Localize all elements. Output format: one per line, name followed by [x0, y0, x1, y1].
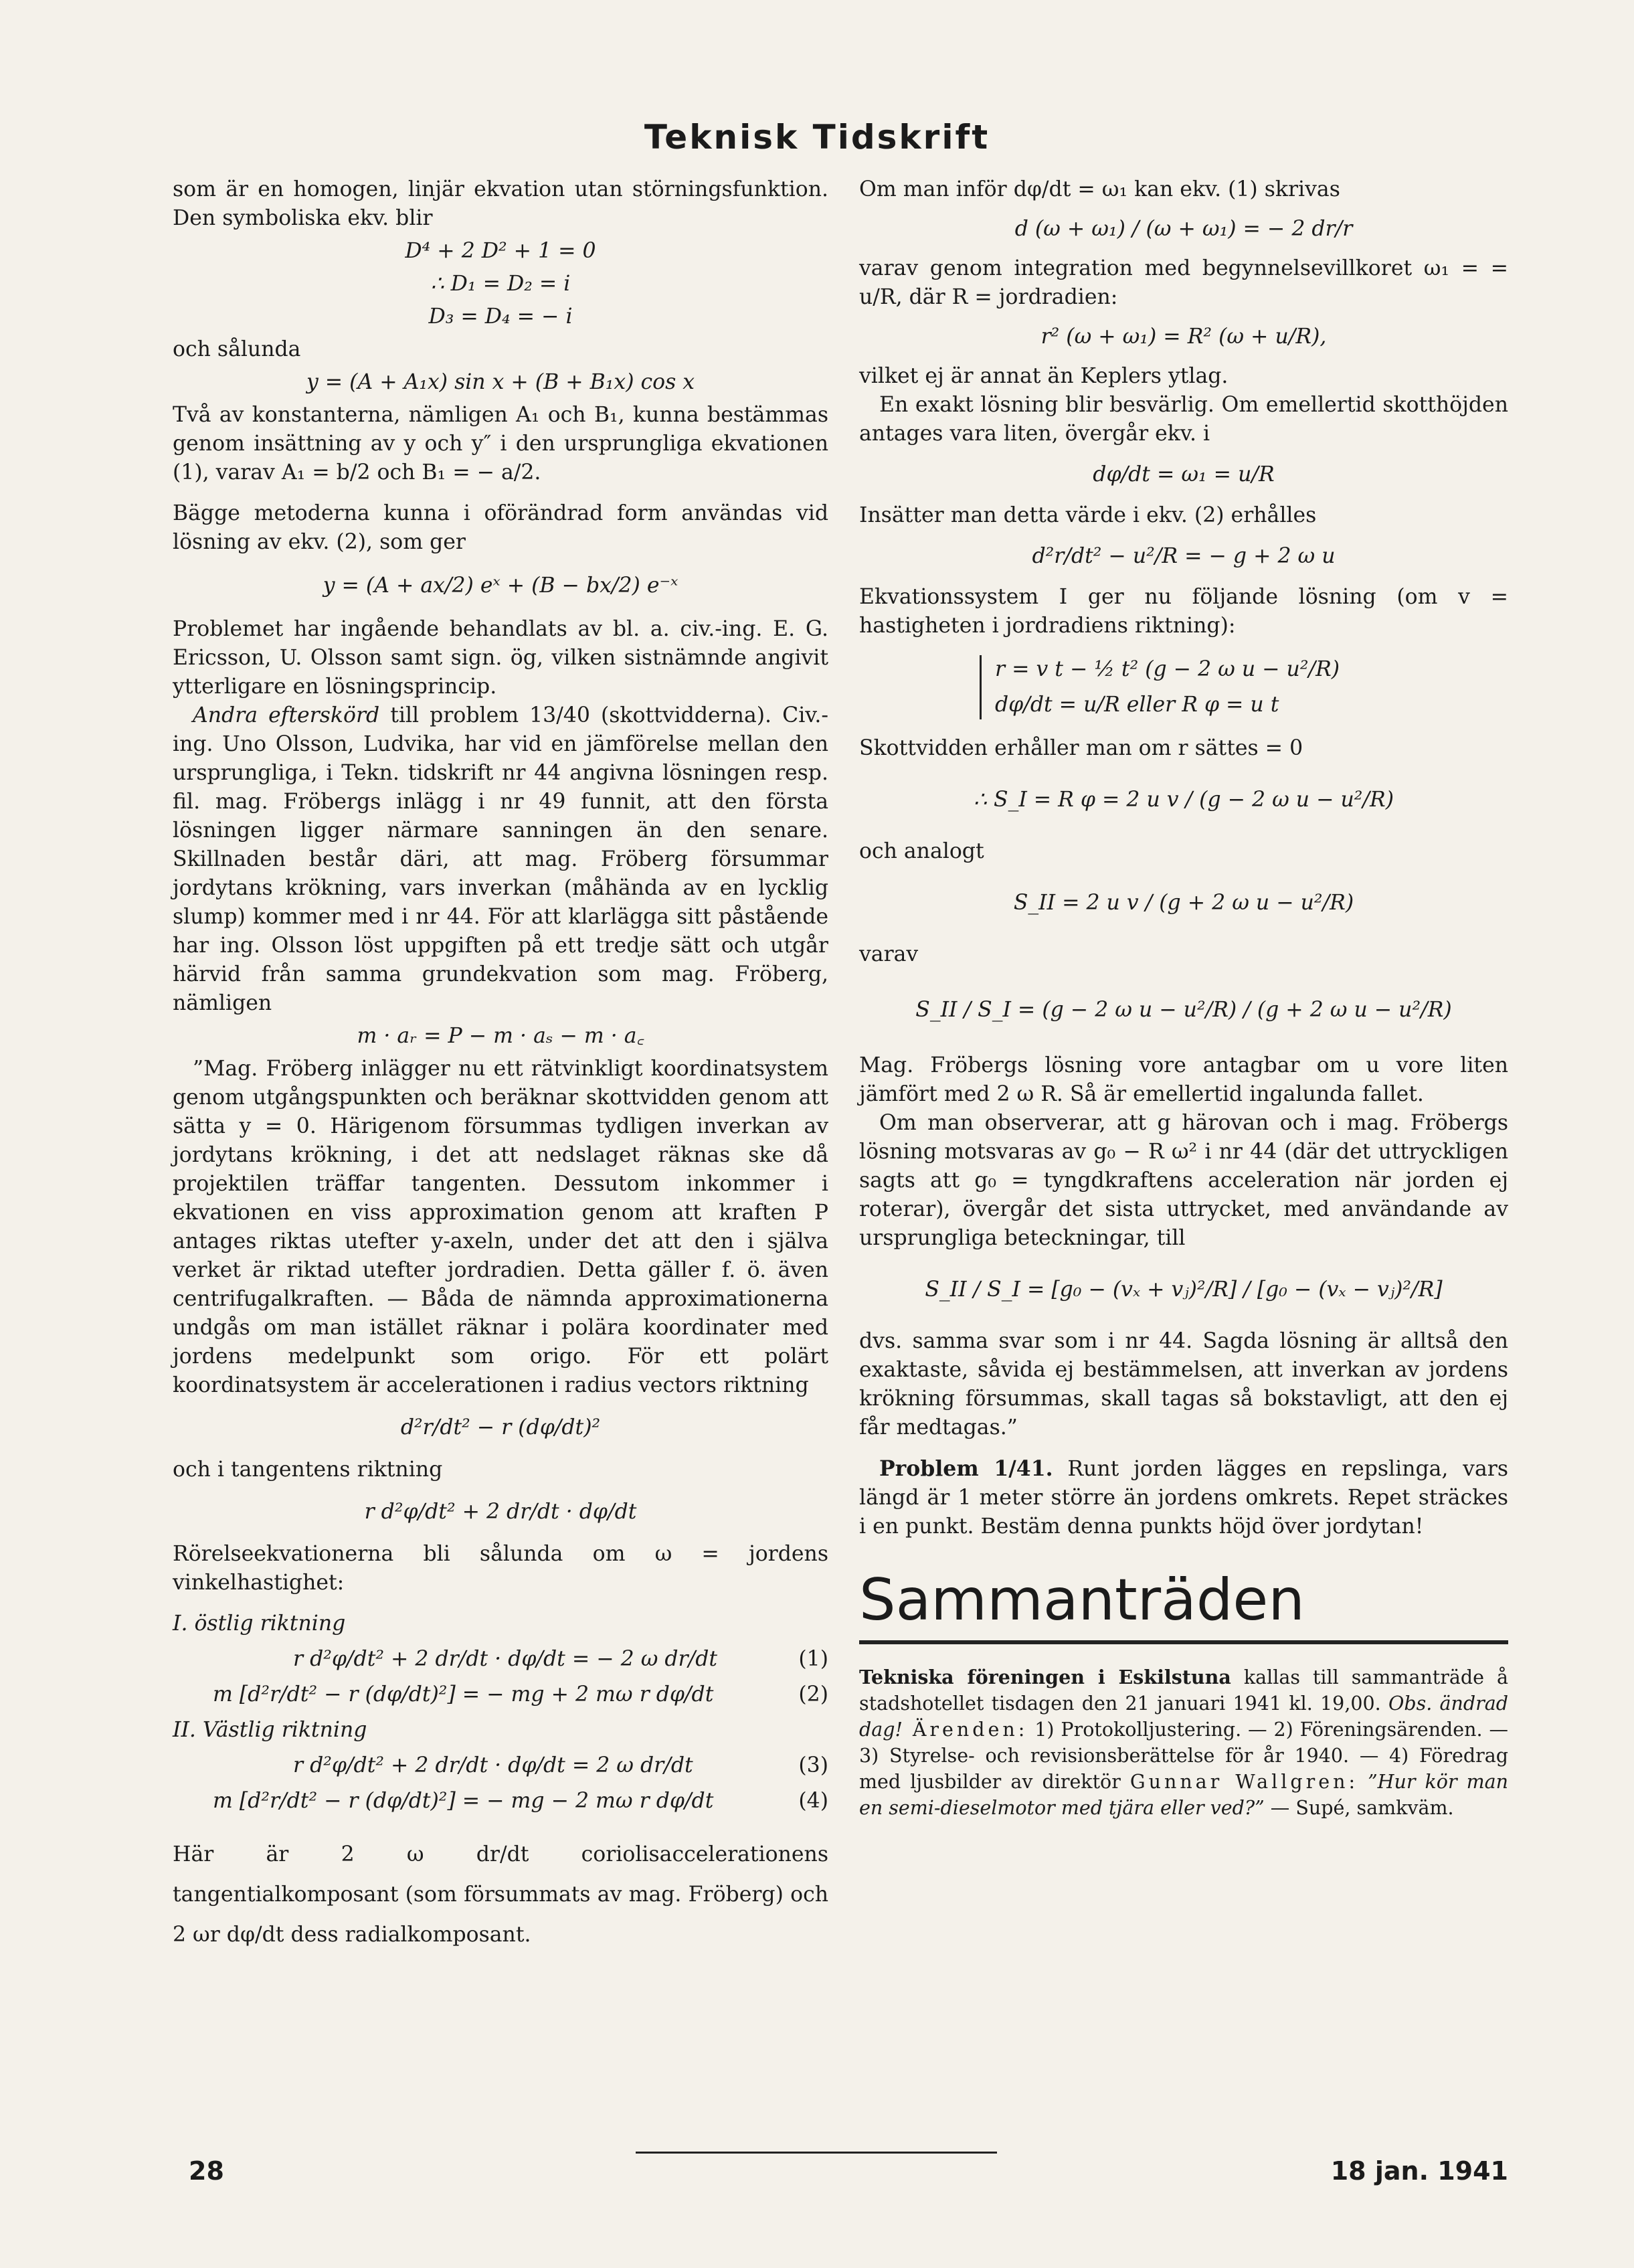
paragraph: Insätter man detta värde i ekv. (2) erhålles: [859, 503, 1317, 527]
paragraph: Skottvidden erhåller man om r sättes = 0: [859, 736, 1303, 760]
equation: r = v t − ½ t² (g − 2 ω u − u²/R): [995, 657, 1340, 681]
paragraph-lead: Andra efterskörd: [193, 703, 380, 727]
equation: d²r/dt² − r (dφ/dt)²: [400, 1415, 601, 1440]
paragraph: Bägge metoderna kunna i oförändrad form användas vid lösning av ekv. (2), som ger: [173, 501, 828, 554]
issue-date: 18 jan. 1941: [1330, 2156, 1508, 2186]
equation: dφ/dt = ω₁ = u/R: [1093, 462, 1275, 487]
equation: D⁴ + 2 D² + 1 = 0: [405, 239, 596, 263]
paragraph: som är en homogen, linjär ekvation utan störningsfunktion. Den symboliska ekv. blir: [173, 177, 828, 230]
equation: S_II / S_I = (g − 2 ω u − u²/R) / (g + 2 ω u − u²/R): [915, 998, 1452, 1022]
paragraph: Problemet har ingående behandlats av bl. a. civ.-ing. E. G. Ericsson, U. Olsson samt sign. ög, vilken sistnämnde angivit ytterligare en lösningsprincip.: [173, 617, 828, 699]
problem-label: Problem 1/41.: [879, 1456, 1053, 1481]
footer-rule: [636, 2152, 997, 2154]
equation: m · aᵣ = P − m · aₛ − m · a꜀: [357, 1024, 644, 1048]
equation: S_II = 2 u v / (g + 2 ω u − u²/R): [1013, 891, 1354, 915]
paragraph: Rörelseekvationerna bli sålunda om ω = jordens vinkelhastighet:: [173, 1542, 828, 1595]
paragraph: En exakt lösning blir besvärlig. Om emellertid skotthöjden antages vara liten, övergår ekv. i: [859, 393, 1508, 446]
numbered-equation: m [d²r/dt² − r (dφ/dt)²] = − mg − 2 mω r dφ/dt (4): [213, 1789, 828, 1813]
paragraph: Här är 2 ω dr/dt coriolisaccelerationens tangentialkomposant (som försummats av mag. Fröberg) och 2 ωr dφ/dt dess radialkomposant.: [173, 1842, 828, 1947]
right-column: [859, 175, 1508, 1821]
paragraph: Mag. Fröbergs lösning vore antagbar om u vore liten jämfört med 2 ω R. Så är emellertid ingalunda fallet.: [859, 1053, 1508, 1106]
journal-header: Teknisk Tidskrift: [644, 118, 990, 157]
subheading: II. Västlig riktning: [173, 1718, 367, 1742]
paragraph: Om man inför dφ/dt = ω₁ kan ekv. (1) skrivas: [859, 177, 1340, 201]
paragraph: Två av konstanterna, nämligen A₁ och B₁, kunna bestämmas genom insättning av y och y″ i den ursprungliga ekvationen (1), varav A₁ = b/2 och B₁ = − a/2.: [173, 403, 828, 485]
paragraph: Ekvationssystem I ger nu följande lösning (om v = hastigheten i jordradiens riktning):: [859, 585, 1508, 638]
numbered-equation: r d²φ/dt² + 2 dr/dt · dφ/dt = 2 ω dr/dt (3): [293, 1753, 828, 1777]
paragraph: och i tangentens riktning: [173, 1458, 443, 1482]
paragraph: Andra efterskörd till problem 13/40 (skottvidderna). Civ.-ing. Uno Olsson, Ludvika, har vid en jämförelse mellan den ursprungliga, i Tekn. tidskrift nr 44 angivna lösningen resp. fil. mag. Fröbergs inlägg i nr 49 funnit, att den första lösningen ligger närmare sanningen än den senare. Skillnaden består däri, att mag. Fröberg försummar jordytans krökning, vars inverkan (måhända av en lycklig slump) kommer med i nr 44. För att klarlägga sitt påstående har ing. Olsson löst uppgiften på ett tredje sätt och utgår härvid från samma grundekvation som mag. Fröberg, nämligen: [173, 703, 828, 1015]
equation: y = (A + ax/2) eˣ + (B − bx/2) e⁻ˣ: [323, 574, 678, 598]
talk-title: ”Hur kör man en semi-dieselmotor med tjära eller ved?”: [859, 1771, 1508, 1819]
equation: d (ω + ω₁) / (ω + ω₁) = − 2 dr/r: [1014, 217, 1353, 241]
paragraph: varav: [859, 942, 919, 966]
equation: r² (ω + ω₁) = R² (ω + u/R),: [1040, 325, 1327, 349]
equation: d²r/dt² − u²/R = − g + 2 ω u: [1032, 544, 1336, 568]
equation: D₃ = D₄ = − i: [428, 304, 573, 329]
paragraph: ”Mag. Fröberg inlägger nu ett rätvinkligt koordinatsystem genom utgångspunkten och beräknar skottvidden genom att sätta y = 0. Härigenom försummas tydligen inverkan av jordytans krökning, i det att nedslaget räknas ske då projektilen träffar tangenten. Dessutom inkommer i ekvationen en viss approximation genom att kraften P antages riktas utefter y-axeln, under det att den i själva verket är riktad utefter jordradien. Detta gäller f. ö. även centrifugalkraften. — Båda de nämnda approximationerna undgås om man istället räknar i polära koordinater med jordens medelpunkt som origo. För ett polärt koordinatsystem är accelerationen i radius vectors riktning: [173, 1057, 828, 1397]
meeting-notice: Tekniska föreningen i Eskilstuna kallas till sammanträde å stadshotellet tisdagen den 21 januari 1941 kl. 19,00. Obs. ändrad dag! Ärenden: 1) Protokolljustering. — 2) Föreningsärenden. — 3) Styrelse- och revisionsberättelse för år 1940. — 4) Föredrag med ljusbilder av direktör Gunnar Wallgren: ”Hur kör man en semi-dieselmotor med tjära eller ved?” — Supé, samkväm.: [859, 1666, 1508, 1819]
equation: ∴ S_I = R φ = 2 u v / (g − 2 ω u − u²/R): [973, 788, 1394, 812]
subheading: I. östlig riktning: [173, 1611, 346, 1636]
paragraph: Om man observerar, att g härovan och i mag. Fröbergs lösning motsvaras av g₀ − R ω² i nr 44 (där det uttryckligen sagts att g₀ = tyngdkraftens acceleration när jorden ej roterar), övergår det sista uttrycket, med användande av ursprungliga beteckningar, till: [859, 1111, 1508, 1250]
paragraph: och sålunda: [173, 337, 301, 361]
paragraph: vilket ej är annat än Keplers ytlag.: [859, 364, 1229, 388]
paragraph: och analogt: [859, 839, 984, 863]
numbered-equation: m [d²r/dt² − r (dφ/dt)²] = − mg + 2 mω r dφ/dt (2): [213, 1682, 828, 1707]
paragraph: varav genom integration med begynnelsevillkoret ω₁ = = u/R, där R = jordradien:: [859, 256, 1508, 309]
section-rule: [859, 1640, 1508, 1644]
equation-system: [980, 655, 1508, 719]
equation: S_II / S_I = [g₀ − (vₓ + vⱼ)²/R] / [g₀ − (vₓ − vⱼ)²/R]: [925, 1278, 1443, 1302]
society-name: Tekniska föreningen i Eskilstuna: [859, 1666, 1231, 1688]
problem-paragraph: Problem 1/41. Runt jorden lägges en repslinga, vars längd är 1 meter större än jordens omkrets. Repet sträckes i en punkt. Bestäm denna punkts höjd över jordytan!: [859, 1456, 1508, 1539]
speaker-name: Gunnar Wallgren:: [1129, 1771, 1359, 1793]
paragraph: dvs. samma svar som i nr 44. Sagda lösning är alltså den exaktaste, såvida ej bestämmelsen, att inverkan av jordens krökning försummas, skall tagas så bokstavligt, att den ej får medtagas.”: [859, 1329, 1508, 1440]
section-title: Sammanträden: [859, 1567, 1305, 1634]
page-number: 28: [189, 2156, 224, 2186]
equation: y = (A + A₁x) sin x + (B + B₁x) cos x: [306, 370, 695, 394]
left-column: [173, 175, 828, 1955]
numbered-equation: r d²φ/dt² + 2 dr/dt · dφ/dt = − 2 ω dr/dt (1): [293, 1647, 828, 1671]
equation: ∴ D₁ = D₂ = i: [430, 272, 571, 296]
equation: r d²φ/dt² + 2 dr/dt · dφ/dt: [364, 1500, 637, 1524]
equation: dφ/dt = u/R eller R φ = u t: [995, 693, 1279, 717]
